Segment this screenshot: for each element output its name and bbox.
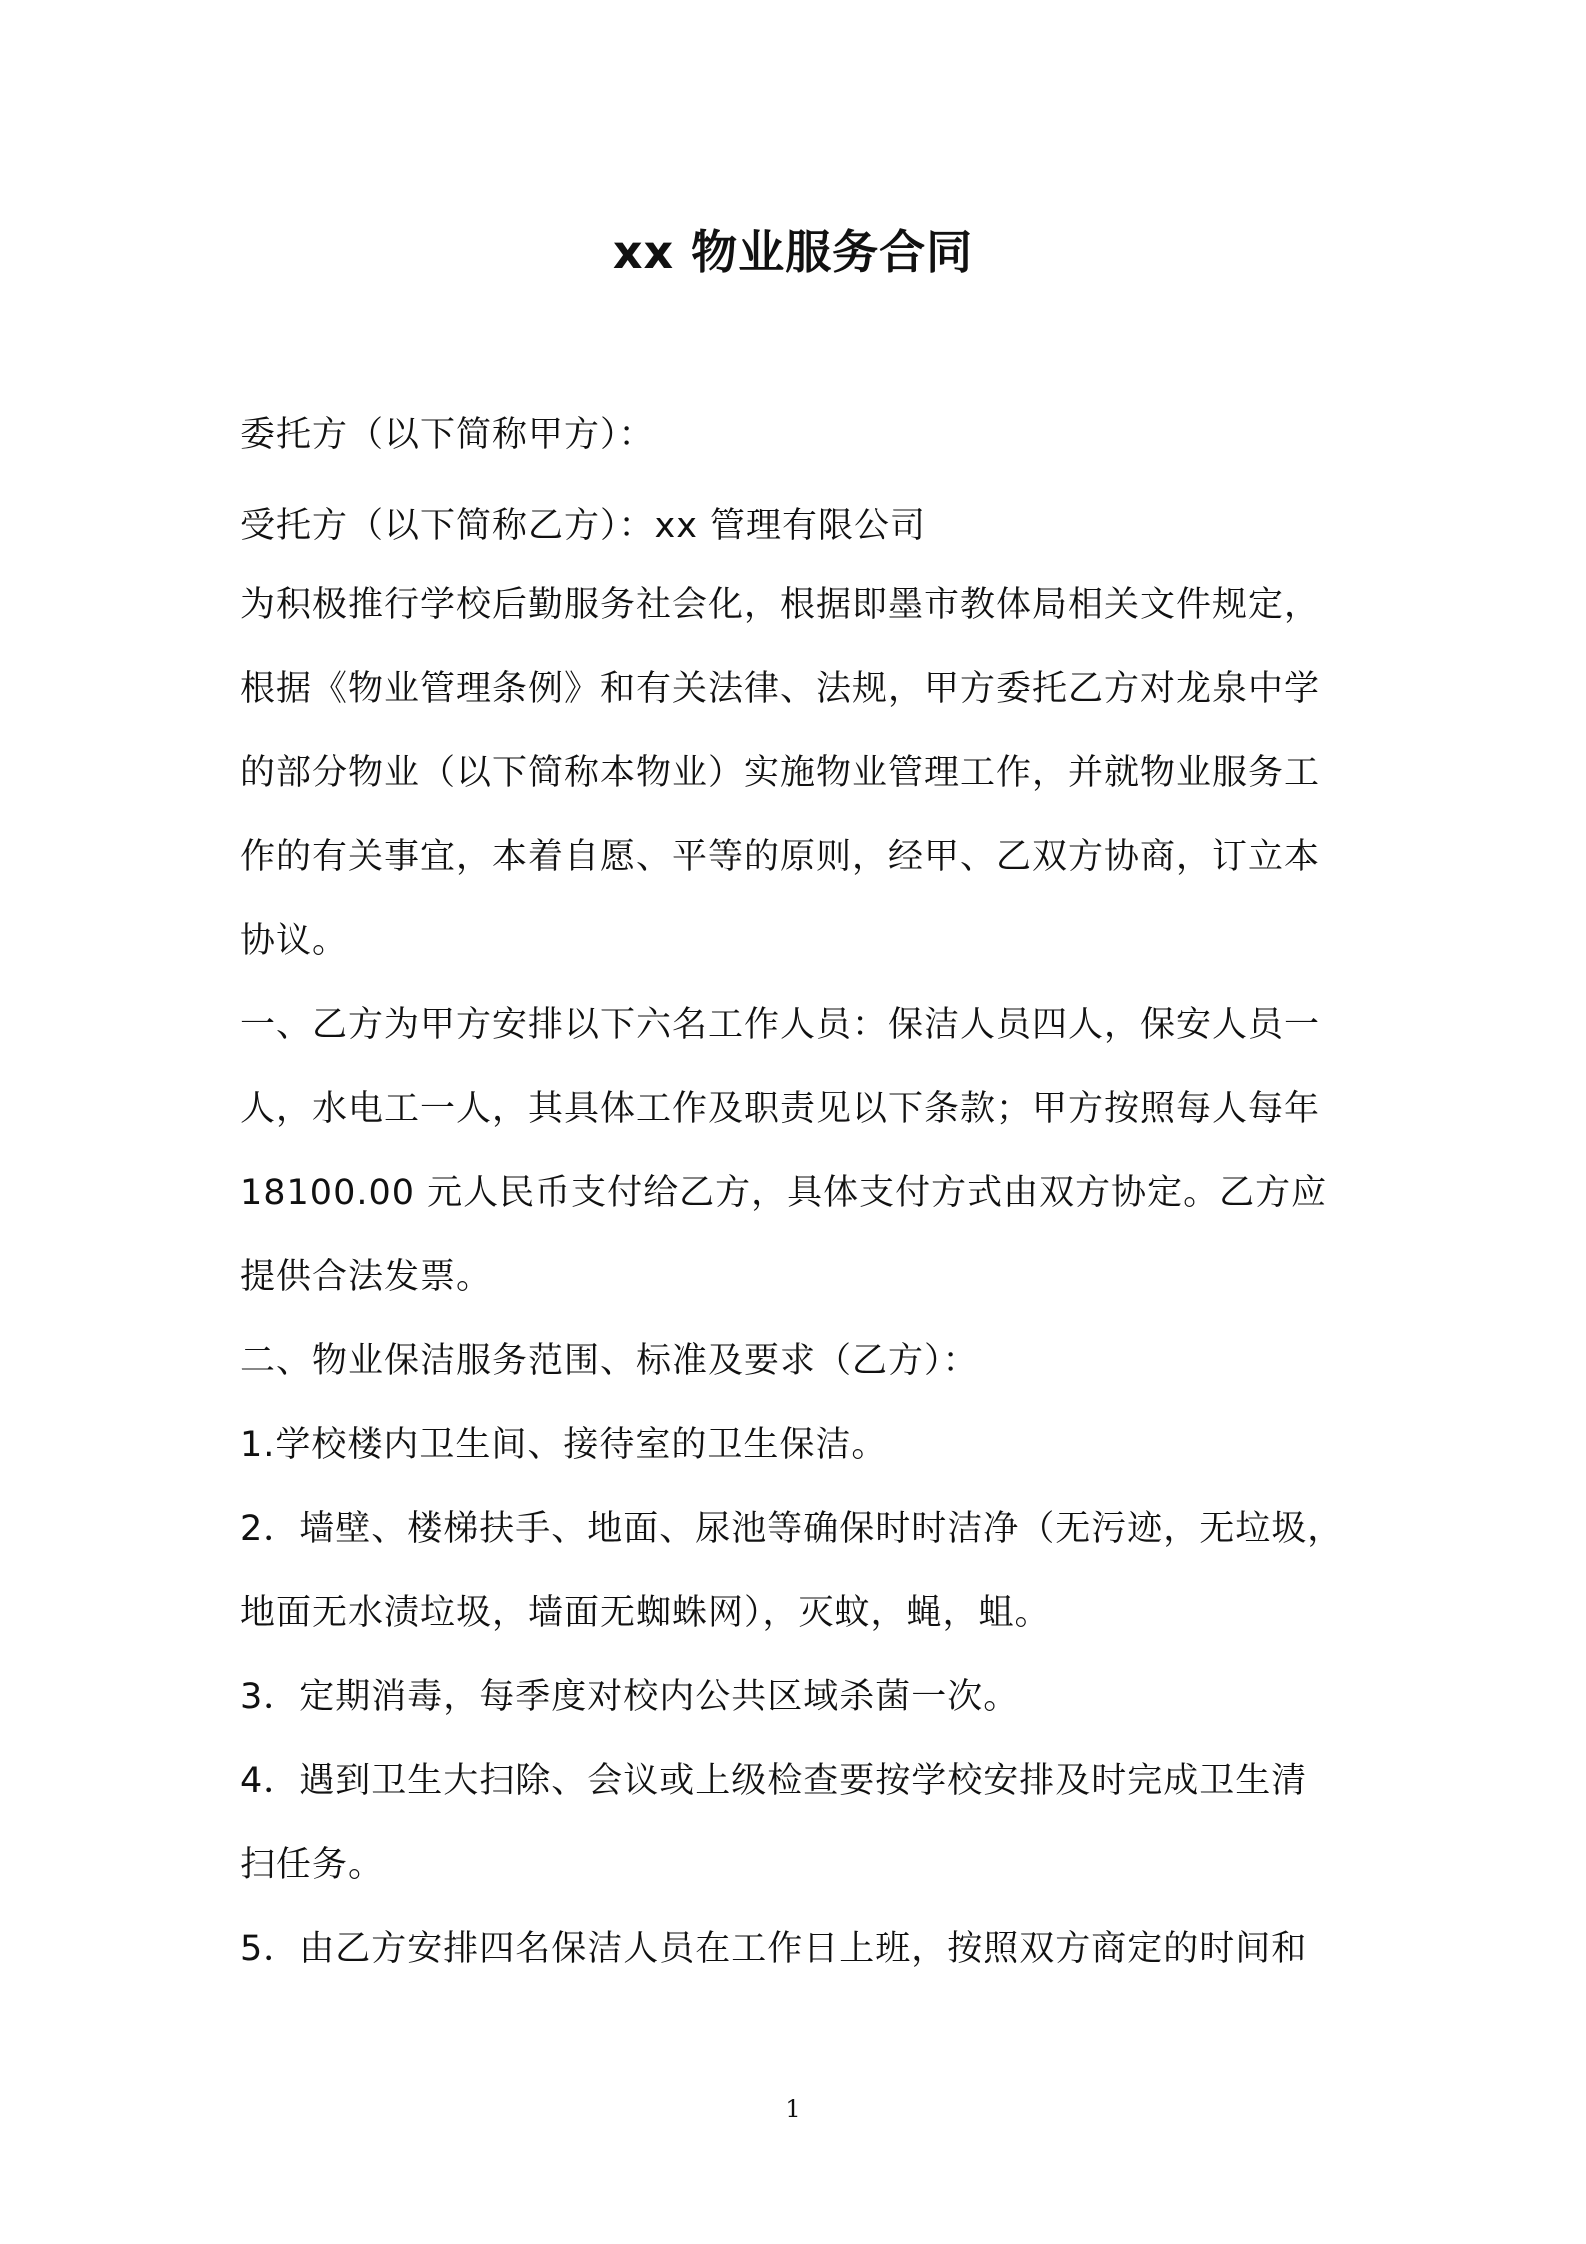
document-title: xx 物业服务合同	[612, 225, 974, 279]
body-line: 5．由乙方安排四名保洁人员在工作日上班，按照双方商定的时间和	[240, 1929, 1308, 1969]
party-a-line: 委托方（以下简称甲方）：	[240, 415, 655, 455]
body-line: 地面无水渍垃圾，墙面无蜘蛛网），灭蚊，蝇，蛆。	[240, 1593, 1051, 1633]
body-line: 人，水电工一人，其具体工作及职责见以下条款；甲方按照每人每年	[240, 1089, 1321, 1129]
body-line: 协议。	[240, 921, 349, 961]
body-line: 4．遇到卫生大扫除、会议或上级检查要按学校安排及时完成卫生清	[240, 1761, 1308, 1801]
body-line: 3．定期消毒，每季度对校内公共区域杀菌一次。	[240, 1677, 1020, 1717]
body-line: 二、物业保洁服务范围、标准及要求（乙方）：	[240, 1341, 979, 1381]
body-line: 扫任务。	[240, 1845, 385, 1885]
body-line: 2．墙壁、楼梯扶手、地面、尿池等确保时时洁净（无污迹，无垃圾，	[240, 1509, 1344, 1549]
page-number: 1	[785, 2095, 801, 2123]
body-line: 根据《物业管理条例》和有关法律、法规，甲方委托乙方对龙泉中学	[240, 669, 1321, 709]
body-line: 提供合法发票。	[240, 1257, 493, 1297]
contract-body	[240, 563, 1360, 1991]
body-line: 的部分物业（以下简称本物业）实施物业管理工作，并就物业服务工	[240, 753, 1321, 793]
body-line: 18100.00 元人民币支付给乙方，具体支付方式由双方协定。乙方应	[240, 1173, 1328, 1213]
body-line: 作的有关事宜，本着自愿、平等的原则，经甲、乙双方协商，订立本	[240, 837, 1321, 877]
body-line: 为积极推行学校后勤服务社会化，根据即墨市教体局相关文件规定，	[240, 585, 1321, 625]
body-line: 1.学校楼内卫生间、接待室的卫生保洁。	[240, 1425, 888, 1465]
body-line: 一、乙方为甲方安排以下六名工作人员：保洁人员四人，保安人员一	[240, 1005, 1321, 1045]
party-b-line: 受托方（以下简称乙方）：xx 管理有限公司	[240, 506, 927, 546]
